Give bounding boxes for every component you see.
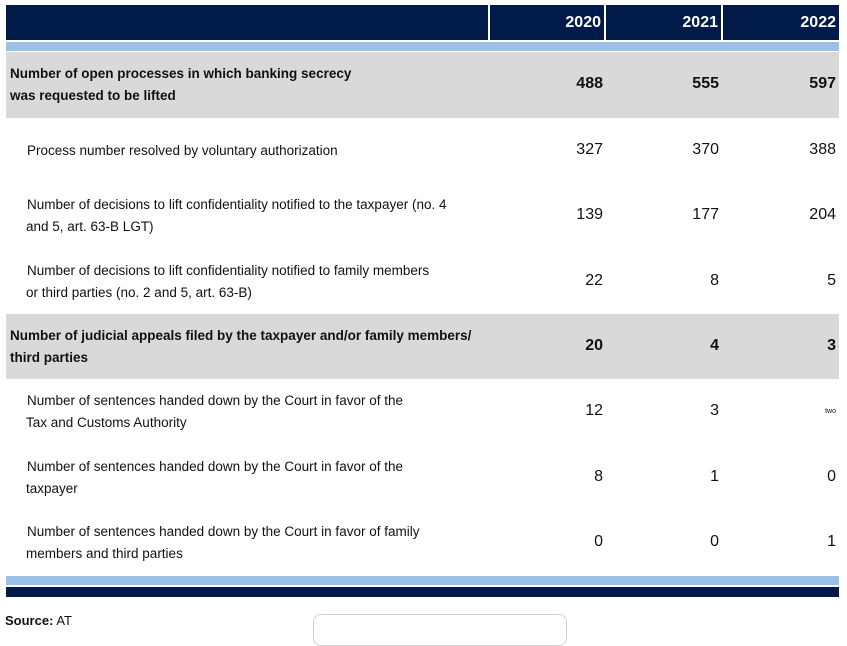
cell-2022: 3	[827, 337, 836, 354]
row-label-line: Number of decisions to lift confidentiality notified to family members	[27, 263, 430, 278]
cell-2020: 12	[585, 402, 603, 419]
cell-2022: 0	[827, 468, 836, 485]
header-band	[6, 42, 839, 51]
cell-2022: two	[825, 408, 836, 415]
group-row	[6, 52, 839, 118]
cell-2020: 22	[585, 272, 603, 289]
cell-2020: 0	[594, 533, 603, 550]
cell-2022: 204	[809, 206, 836, 223]
cell-2020: 8	[594, 468, 603, 485]
table-row	[6, 249, 839, 314]
row-label-line: Number of sentences handed down by the Court in favor of family	[27, 524, 420, 539]
cell-2021: 370	[692, 141, 719, 158]
row-label	[27, 456, 403, 500]
row-label-line: members and third parties	[26, 546, 183, 561]
table-header	[6, 5, 839, 40]
footer-band-light	[6, 576, 839, 585]
table-row	[6, 379, 839, 445]
row-label-line: Tax and Customs Authority	[26, 415, 187, 430]
cell-2021: 8	[710, 272, 719, 289]
column-header-2022: 2022	[800, 14, 836, 31]
row-label	[27, 390, 403, 434]
row-label-line: Number of sentences handed down by the Court in favor of the	[27, 393, 403, 408]
row-label	[10, 63, 351, 107]
row-label-line: and 5, art. 63-B LGT)	[26, 219, 154, 234]
table-row	[6, 118, 839, 183]
cell-2022: 1	[827, 533, 836, 550]
row-label-line: Process number resolved by voluntary authorization	[27, 143, 338, 158]
cell-2020: 327	[576, 141, 603, 158]
row-label-line: Number of open processes in which banking secrecy	[10, 66, 352, 81]
row-label-line: was requested to be lifted	[10, 88, 176, 103]
cell-2022: 5	[827, 272, 836, 289]
cell-2021: 3	[710, 402, 719, 419]
cell-2021: 555	[692, 75, 719, 92]
row-label-line: Number of sentences handed down by the Court in favor of the	[27, 459, 403, 474]
cell-2020: 488	[576, 75, 603, 92]
cell-2020: 20	[585, 337, 603, 354]
row-label	[27, 194, 446, 238]
row-label	[27, 521, 419, 565]
table-row	[6, 510, 839, 576]
row-label	[10, 325, 471, 369]
group-row	[6, 314, 839, 379]
row-label	[27, 260, 429, 304]
cell-2021: 1	[710, 468, 719, 485]
row-label	[27, 140, 338, 162]
row-label-line: Number of judicial appeals filed by the taxpayer and/or family members/	[10, 328, 472, 343]
cell-2022: 597	[809, 75, 836, 92]
table-row	[6, 445, 839, 510]
cell-2021: 177	[692, 206, 719, 223]
cell-2021: 0	[710, 533, 719, 550]
table-row	[6, 183, 839, 249]
row-label-line: or third parties (no. 2 and 5, art. 63-B)	[26, 285, 252, 300]
row-label-line: third parties	[10, 350, 89, 365]
source-value: AT	[56, 613, 72, 628]
column-header-2021: 2021	[682, 14, 718, 31]
row-label-line: taxpayer	[26, 481, 78, 496]
footer-band-dark	[6, 587, 839, 597]
column-header-2020: 2020	[565, 14, 601, 31]
cell-2021: 4	[710, 337, 719, 354]
footer-box	[313, 614, 567, 646]
cell-2022: 388	[809, 141, 836, 158]
cell-2020: 139	[576, 206, 603, 223]
row-label-line: Number of decisions to lift confidentiality notified to the taxpayer (no. 4	[27, 197, 447, 212]
source-label: Source:	[5, 613, 54, 628]
